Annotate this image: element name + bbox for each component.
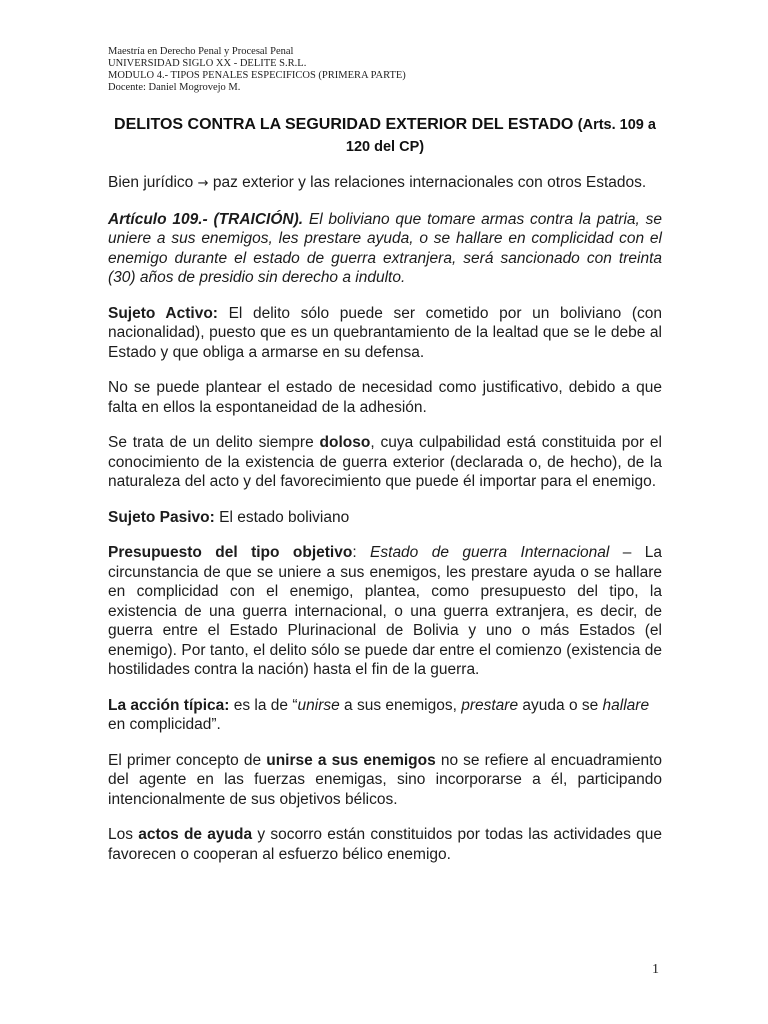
paragraph-articulo-109 — [108, 210, 662, 288]
italic-estado-guerra: Estado de guerra Internacional — [370, 544, 610, 561]
bold-term-actos-ayuda: actos de ayuda — [138, 826, 253, 843]
page-number: 1 — [652, 962, 659, 977]
right-arrow-icon: → — [197, 176, 209, 191]
paragraph-presupuesto — [108, 543, 662, 680]
text-span: ayuda o se — [518, 696, 603, 714]
paragraph-actos-ayuda — [108, 825, 662, 864]
paragraph-sujeto-activo — [108, 304, 662, 363]
document-header — [108, 46, 406, 94]
title-article-reference: (Arts. 109 a 120 del CP) — [345, 117, 656, 155]
title-main: DELITOS CONTRA LA SEGURIDAD EXTERIOR DEL ESTADO — [114, 116, 574, 133]
text-span: No se puede plantear el estado de necesidad como justificativo, debido a que falta en ellos la espontaneidad de la adhesión. — [108, 379, 662, 416]
article-text: El boliviano que tomare armas contra la patria, se uniere a sus enemigos, les prestare ayuda, o se hallare en complicidad con el enemigo durante el estado de guerra extranjera, será sancionado con treinta (30) años de presidio sin derecho a indulto. — [108, 210, 663, 286]
bold-term-unirse: unirse a sus enemigos — [266, 751, 436, 769]
label-presupuesto: Presupuesto del tipo objetivo — [108, 544, 353, 561]
italic-term: unirse — [297, 696, 340, 714]
text-span: Se trata de un delito siempre — [108, 434, 320, 451]
header-line-module: MODULO 4.- TIPOS PENALES ESPECIFICOS (PRIMERA PARTE) — [108, 70, 406, 81]
label-sujeto-activo: Sujeto Activo: — [108, 304, 218, 322]
text-span: Los — [108, 826, 139, 843]
text-span: en complicidad”. — [108, 716, 221, 733]
text-span: : — [352, 544, 371, 561]
paragraph-unirse-enemigos — [108, 751, 662, 810]
paragraph-estado-necesidad — [108, 378, 662, 417]
paragraph-bien-juridico — [108, 173, 662, 194]
text-span: – La circunstancia de que se uniere a sus enemigos, les prestare ayuda o se hallare en complicidad con el enemigo, plantea, como presupuesto del tipo, la existencia de una guerra internacional, o una guerra extranjera, es decir, de guerra entre el Estado Plurinacional de Bolivia y uno o más Estados (el enemigo). Por tanto, el delito sólo se puede dar entre el comienzo (existencia de hostilidades contra la nación) hasta el fin de la guerra. — [108, 544, 662, 678]
header-line-teacher: Docente: Daniel Mogrovejo M. — [108, 82, 241, 93]
paragraph-sujeto-pasivo — [108, 508, 662, 528]
bold-term-doloso: doloso — [319, 434, 371, 451]
paragraph-delito-doloso — [108, 433, 662, 492]
document-title — [108, 114, 662, 158]
document-body — [108, 173, 662, 880]
paragraph-accion-tipica — [108, 696, 662, 735]
article-label: Artículo 109.- (TRAICIÓN). — [108, 210, 304, 228]
text-span: , cuya culpabilidad está constituida por el conocimiento de la existencia de guerra exterior (declarada o, de hecho), de la naturaleza del acto y del favorecimiento que puede él importar para el enemigo. — [108, 434, 662, 490]
text-span: paz exterior y las relaciones internacionales con otros Estados. — [208, 174, 647, 191]
header-line-university: UNIVERSIDAD SIGLO XX - DELITE S.R.L. — [108, 58, 307, 69]
text-span: El estado boliviano — [214, 508, 350, 526]
text-span: es la de “ — [229, 696, 298, 714]
label-accion-tipica: La acción típica: — [108, 696, 230, 714]
italic-term: prestare — [461, 696, 519, 714]
text-span: no se refiere al encuadramiento del agente en las fuerzas enemigas, sino incorporarse a él, participando intencionalmente de sus objetivos bélicos. — [108, 751, 662, 808]
text-span: y socorro están constituidos por todas las actividades que favorecen o cooperan al esfuerzo bélico enemigo. — [108, 826, 662, 863]
text-span: Bien jurídico — [108, 174, 198, 191]
text-span: El delito sólo puede ser cometido por un boliviano (con nacionalidad), puesto que es un quebrantamiento de la lealtad que se le debe al Estado y que obliga a armarse en su defensa. — [108, 304, 662, 361]
header-line-program: Maestría en Derecho Penal y Procesal Penal — [108, 46, 294, 57]
text-span: El primer concepto de — [108, 751, 267, 769]
text-span: a sus enemigos, — [339, 696, 462, 714]
italic-term: hallare — [602, 696, 650, 714]
label-sujeto-pasivo: Sujeto Pasivo: — [108, 508, 215, 526]
